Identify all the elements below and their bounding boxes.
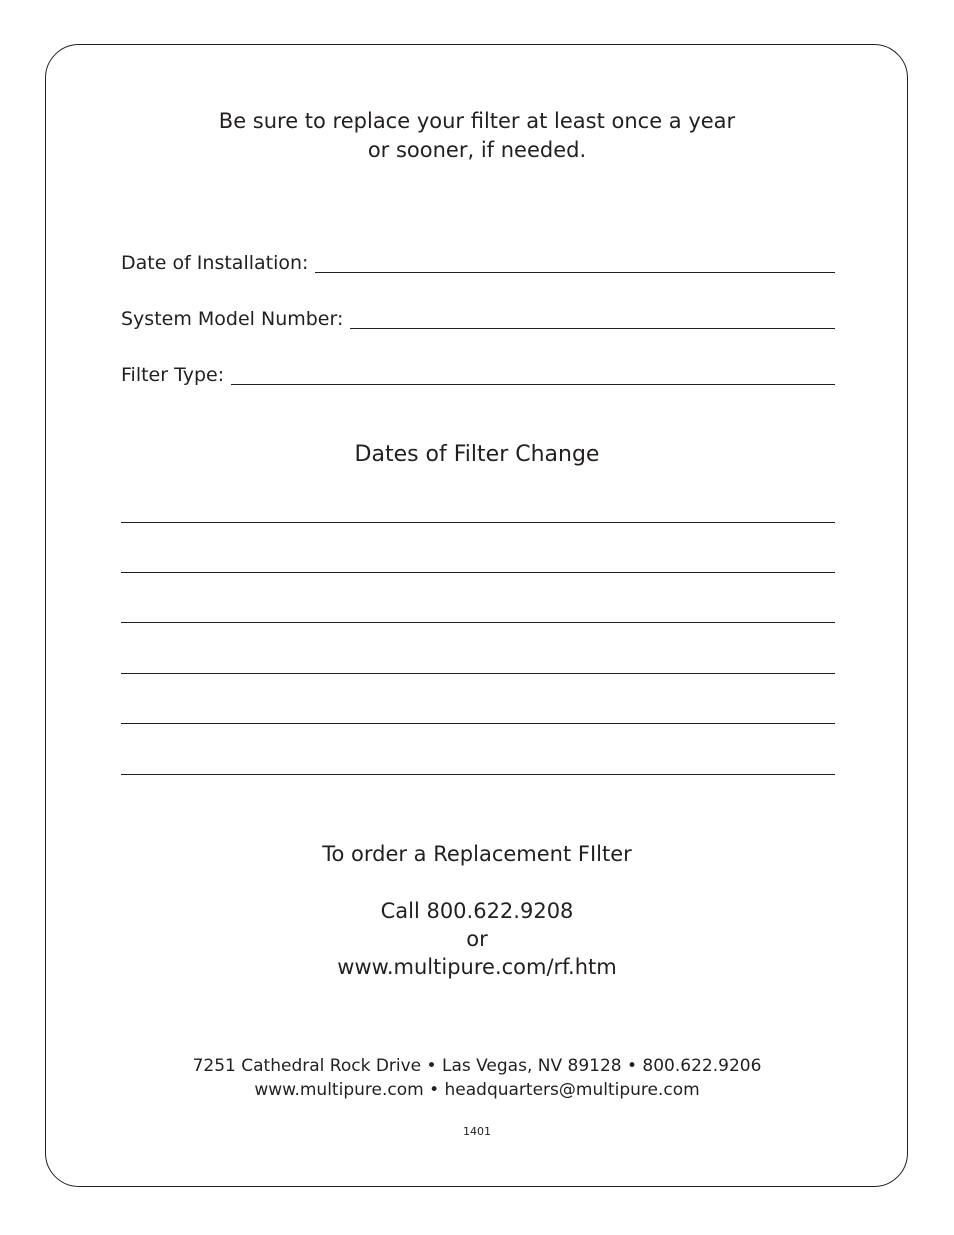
order-heading: To order a Replacement FIlter — [322, 842, 632, 866]
form-card-border — [45, 44, 908, 1187]
contact-line: www.multipure.com • headquarters@multipure.com — [254, 1080, 700, 1100]
call-phone-number: Call 800.622.9208 — [380, 899, 574, 923]
order-contact-block — [0, 897, 954, 981]
footer-address-block — [0, 1054, 954, 1102]
filter-change-line-1[interactable] — [121, 522, 835, 523]
intro-line-2: or sooner, if needed. — [367, 138, 587, 162]
date-of-installation-line[interactable] — [315, 271, 835, 273]
or-text: or — [466, 927, 488, 951]
date-of-installation-field[interactable] — [121, 252, 835, 274]
filter-change-line-3[interactable] — [121, 622, 835, 623]
filter-type-field[interactable] — [121, 364, 835, 386]
dates-of-filter-change-heading: Dates of Filter Change — [354, 442, 600, 467]
filter-change-line-5[interactable] — [121, 723, 835, 724]
date-of-installation-label: Date of Installation: — [121, 252, 309, 274]
filter-type-label: Filter Type: — [121, 364, 225, 386]
filter-change-line-2[interactable] — [121, 572, 835, 573]
system-model-number-line[interactable] — [350, 327, 835, 329]
filter-change-line-6[interactable] — [121, 774, 835, 775]
intro-text — [0, 107, 954, 165]
replacement-filter-url[interactable]: www.multipure.com/rf.htm — [337, 955, 617, 979]
system-model-number-label: System Model Number: — [121, 308, 344, 330]
form-code: 1401 — [463, 1125, 491, 1138]
intro-line-1: Be sure to replace your filter at least once a year — [218, 109, 736, 133]
address-line: 7251 Cathedral Rock Drive • Las Vegas, NV 89128 • 800.622.9206 — [192, 1056, 762, 1076]
filter-change-line-4[interactable] — [121, 673, 835, 674]
filter-type-line[interactable] — [231, 383, 835, 385]
system-model-number-field[interactable] — [121, 308, 835, 330]
